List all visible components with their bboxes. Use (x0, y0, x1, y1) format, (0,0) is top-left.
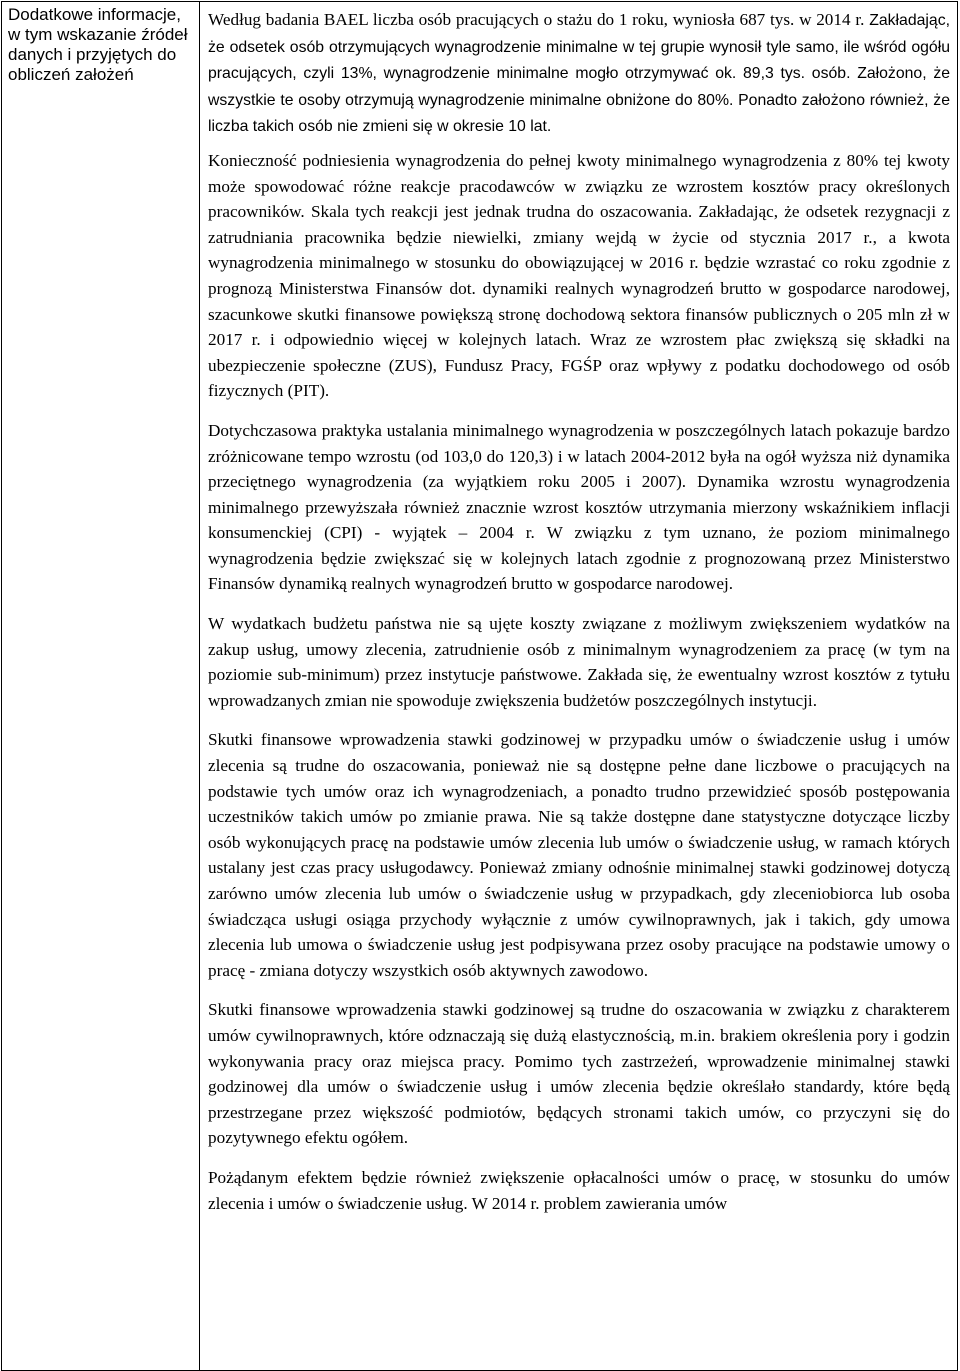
row-label-text: Dodatkowe informacje, w tym wskazanie źródeł danych i przyjętych do obliczeń założeń (8, 5, 188, 84)
paragraph-desired-effect: Pożądanym efektem będzie również zwiększenie opłacalności umów o pracę, w stosunku do umów zlecenia i umów o świadczenie usług. W 2014 r. problem zawierania umów (208, 1167, 950, 1213)
paragraph-bael-part-c: Założono, że wszystkie te osoby otrzymują wynagrodzenie minimalne obniżone do 80%. Ponadto założono również, że liczba takich osób nie zmieni się w okresie 10 lat. (208, 65, 950, 136)
paragraph-civil-contracts: Skutki finansowe wprowadzenia stawki godzinowej są trudne do oszacowania w związku z charakterem umów cywilnoprawnych, które odznaczają się dużą elastycznością, m.in. brakiem określenia pory i godzin wykonywania pracy oraz miejsca pracy. Pomimo tych zastrzeżeń, wprowadzenie minimalnej stawki godzinowej dla umów o świadczenie usług i umów zlecenia będzie określało standardy, które będą przestrzegane przez większość podmiotów, będących stronami takich umów, co przyczyni się do pozytywnego efektu ogółem. (208, 1000, 950, 1148)
paragraph-hourly-rate: Skutki finansowe wprowadzenia stawki godzinowej w przypadku umów o świadczenie usług i umów zlecenia są trudne do oszacowania, ponieważ nie są dostępne pełne dane liczbowe o pracujących na podstawie tych umów oraz ich wynagrodzeniach, a ponadto trudno przewidzieć sposób postępowania uczestników takich umów po zmianie prawa. Nie są także dostępne dane statystyczne dotyczące liczby osób wykonujących pracę na podstawie umów zlecenia lub umów o świadczenie usług, w ramach których ustalany jest czas pracy usługodawcy. Ponieważ zmiany odnośnie minimalnej stawki godzinowej dotyczą zarówno umów zlecenia lub umów o świadczenie usług w przypadkach, gdy zleceniobiorca lub osoba świadcząca usługi osiąga przychody wyłącznie z umów cywilnoprawnych, jak i takich, gdy umowa zlecenia lub umowa o świadczenie usług jest podpisywana przez osoby pracujące na podstawie umowy o pracę - zmiana dotyczy wszystkich osób aktywnych zawodowo. (208, 730, 950, 980)
paragraph-budget: W wydatkach budżetu państwa nie są ujęte koszty związane z możliwym zwiększeniem wydatków na zakup usług, umowy zlecenia, zatrudnienie osób z minimalnym wynagrodzeniem za pracę (w tym na poziomie sub-minimum) przez instytucje państwowe. Zakłada się, że ewentualny wzrost kosztów z tytułu wprowadzanych zmian nie spowoduje zwiększenia budżetów poszczególnych instytucji. (208, 614, 950, 710)
paragraph-bael-part-b: Zakładając, że odsetek osób otrzymujących wynagrodzenie minimalne w tej grupie wynosił tyle samo, ile wśród ogółu pracujących, czyli 13%, wynagrodzenie minimalne mogło otrzymywać ok. 89,3 tys. osób. (208, 12, 950, 83)
document-table (1, 1, 958, 1371)
content-cell (200, 2, 957, 1370)
paragraph-bael (208, 7, 950, 140)
paragraph-reactions: Konieczność podniesienia wynagrodzenia do pełnej kwoty minimalnego wynagrodzenia z 80% tej kwoty może spowodować różne reakcje pracodawców w związku ze wzrostem kosztów pracy określonych pracowników. Skala tych reakcji jest jednak trudna do oszacowania. Zakładając, że odsetek rezygnacji z zatrudniania pracownika będzie niewielki, zmiany wejdą w życie od stycznia 2017 r., a kwota wynagrodzenia minimalnego w stosunku do obowiązującej w 2016 r. będzie wzrastać co roku zgodnie z prognozą Ministerstwa Finansów dot. dynamiki realnych wynagrodzeń brutto w gospodarce narodowej, szacunkowe skutki finansowe powiększą stronę dochodową sektora finansów publicznych o 205 mln zł w 2017 r. i odpowiednio więcej w kolejnych latach. Wraz ze wzrostem płac zwiększą się składki na ubezpieczenie społeczne (ZUS), Fundusz Pracy, FGŚP oraz wpływy z podatku dochodowego od osób fizycznych (PIT). (208, 150, 950, 401)
paragraph-practice: Dotychczasowa praktyka ustalania minimalnego wynagrodzenia w poszczególnych latach pokazuje bardzo zróżnicowane tempo wzrostu (od 103,0 do 120,3) i w latach 2004-2012 była na ogół wyższa niż dynamika przeciętnego wynagrodzenia (za wyjątkiem roku 2005 i 2007). Dynamika wzrostu wynagrodzenia minimalnego przewyższała również znacznie wzrost kosztów utrzymania mierzony wskaźnikiem inflacji konsumenckiej (CPI) - wyjątek – 2004 r. W związku z tym uznano, że poziom minimalnego wynagrodzenia będzie zwiększać się w kolejnych latach zgodnie z prognozowaną przez Ministerstwo Finansów dynamiką realnych wynagrodzeń brutto w gospodarce narodowej. (208, 420, 950, 594)
paragraph-bael-part-a: Według badania BAEL liczba osób pracujących o stażu do 1 roku, wyniosła 687 tys. w 2014 r. (208, 10, 865, 29)
row-label-cell (2, 2, 200, 1370)
